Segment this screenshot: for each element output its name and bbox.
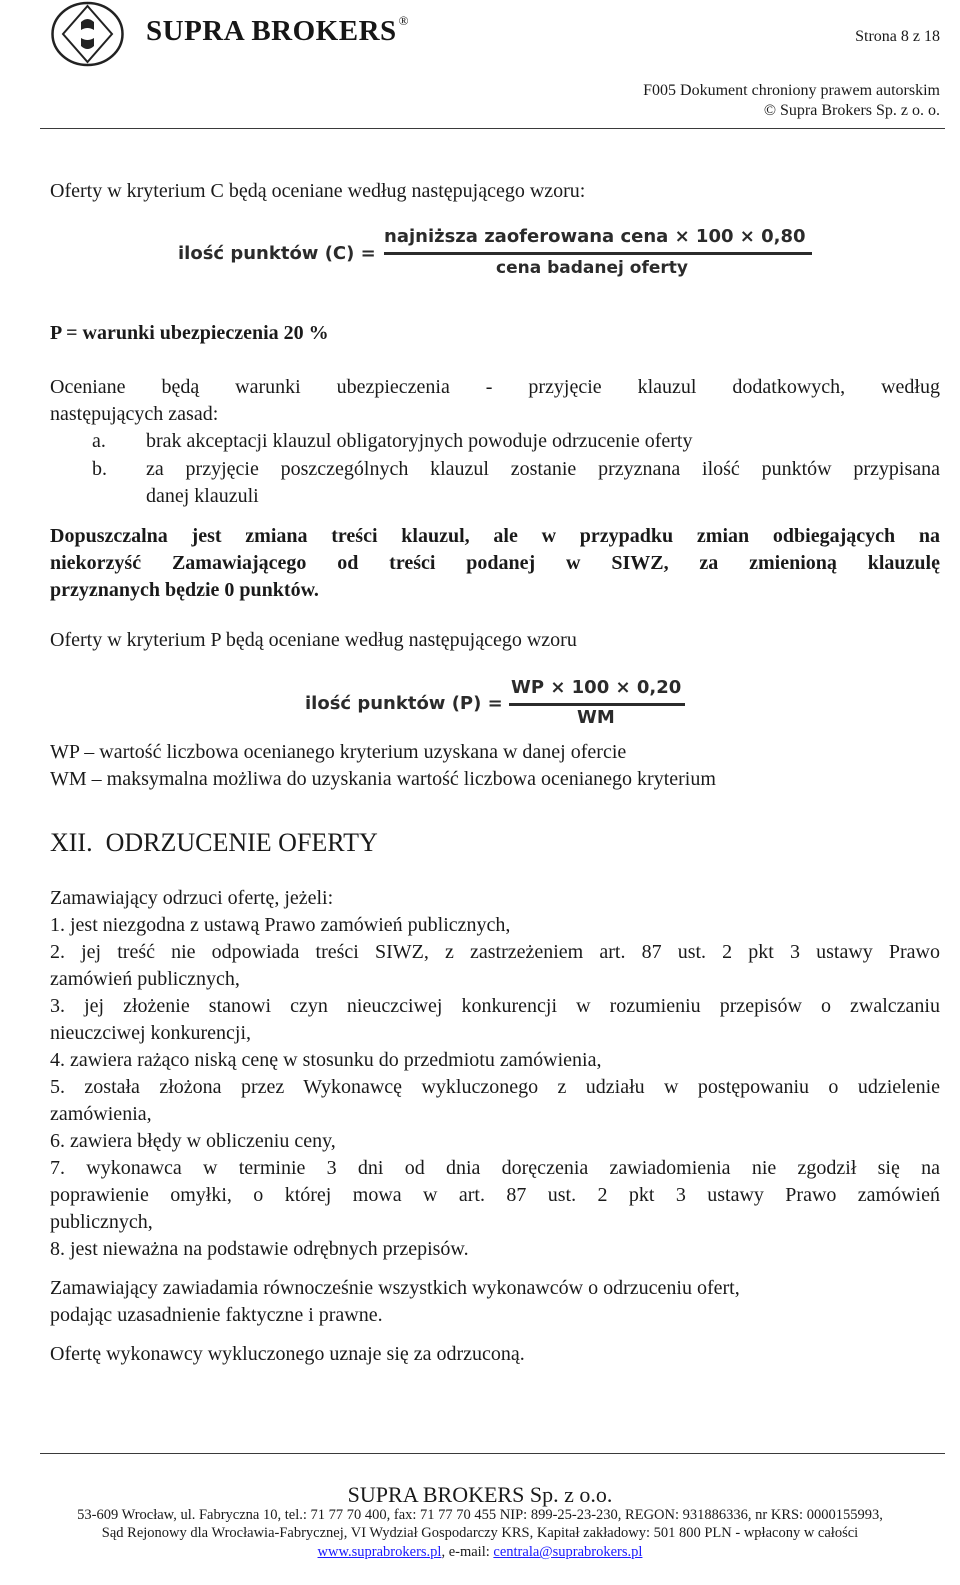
list-item: 1. jest niezgodna z ustawą Prawo zamówień publicznych, (50, 914, 511, 936)
footer-divider (40, 1453, 945, 1454)
formula-c-lhs: ilość punktów (C) = (178, 243, 376, 264)
formula-c-numerator: najniższa zaoferowana cena × 100 × 0,80 (384, 226, 806, 247)
list-item: 8. jest nieważna na podstawie odrębnych przepisów. (50, 1238, 469, 1260)
formula-p-numerator: WP × 100 × 0,20 (511, 677, 682, 698)
section-intro: Zamawiający odrzuci ofertę, jeżeli: (50, 887, 334, 909)
formula-p (305, 676, 695, 732)
rule-text: brak akceptacji klauzul obligatoryjnych powoduje odrzucenie oferty (146, 430, 693, 452)
list-item-continued: zamówień publicznych, (50, 968, 240, 990)
criterion-p-title: P = warunki ubezpieczenia 20 % (50, 322, 329, 344)
list-item-continued: zamówienia, (50, 1103, 152, 1125)
footer-contact (0, 1544, 960, 1561)
footer-company: SUPRA BROKERS Sp. z o.o. (347, 1482, 613, 1507)
formula-p-lhs: ilość punktów (P) = (305, 693, 503, 714)
section-title: ODRZUCENIE OFERTY (105, 828, 378, 857)
list-item-continued: poprawienie omyłki, o której mowa w art. 87 ust. 2 pkt 3 ustawy Prawo zamówień (50, 1184, 940, 1206)
bold-note-line2: niekorzyść Zamawiającego od treści podanej w SIWZ, za zmienioną klauzulę (50, 552, 940, 574)
closing-statement: Ofertę wykonawcy wykluczonego uznaje się za odrzuconą. (50, 1343, 525, 1365)
list-item: 6. zawiera błędy w obliczeniu ceny, (50, 1130, 336, 1152)
header-divider (40, 128, 945, 129)
rule-text-continued: danej klauzuli (146, 485, 259, 507)
section-heading (50, 828, 378, 858)
notice-line2: podając uzasadnienie faktyczne i prawne. (50, 1304, 383, 1326)
list-item: 3. jej złożenie stanowi czyn nieuczciwej konkurencji w rozumieniu przepisów o zwalczaniu (50, 995, 940, 1017)
criterion-p-desc-line1: Oceniane będą warunki ubezpieczenia - przyjęcie klauzul dodatkowych, według (50, 376, 940, 398)
document-id: F005 Dokument chroniony prawem autorskim (643, 82, 940, 99)
formula-p-denominator: WM (577, 707, 615, 728)
bold-note-line3: przyznanych będzie 0 punktów. (50, 579, 319, 601)
list-item: 5. została złożona przez Wykonawcę wykluczonego z udziału w postępowaniu o udzielenie (50, 1076, 940, 1098)
list-item: 7. wykonawca w terminie 3 dni od dnia doręczenia zawiadomienia nie zgodził się na (50, 1157, 940, 1179)
page-number: Strona 8 z 18 (855, 28, 940, 45)
email-link[interactable]: centrala@suprabrokers.pl (493, 1544, 643, 1560)
criterion-p-desc-line2: następujących zasad: (50, 403, 219, 425)
section-number: XII. (50, 828, 93, 857)
formula-p-fraction-bar (509, 703, 685, 706)
list-item-continued: publicznych, (50, 1211, 153, 1233)
bold-note-line1: Dopuszczalna jest zmiana treści klauzul, ale w przypadku zmian odbiegających na (50, 525, 940, 547)
copyright-notice: © Supra Brokers Sp. z o. o. (763, 102, 940, 119)
criterion-p-intro: Oferty w kryterium P będą oceniane według następującego wzoru (50, 629, 577, 651)
footer-address: 53-609 Wrocław, ul. Fabryczna 10, tel.: 71 77 70 400, fax: 71 77 70 455 NIP: 899-25-23-230, REGON: 931886336, nr KRS: 0000155993, (77, 1507, 883, 1523)
wm-definition: WM – maksymalna możliwa do uzyskania wartość liczbowa ocenianego kryterium (50, 768, 716, 790)
list-item: 2. jej treść nie odpowiada treści SIWZ, z zastrzeżeniem art. 87 ust. 2 pkt 3 ustawy Prawo (50, 941, 940, 963)
criterion-c-intro: Oferty w kryterium C będą oceniane według następującego wzoru: (50, 180, 586, 202)
brand-name: SUPRA BROKERS ® (146, 13, 410, 47)
rule-text: za przyjęcie poszczególnych klauzul zostanie przyznana ilość punktów przypisana (146, 458, 940, 480)
formula-c-denominator: cena badanej oferty (496, 258, 688, 278)
rule-marker: b. (92, 458, 107, 480)
rule-marker: a. (92, 430, 106, 452)
list-item-continued: nieuczciwej konkurencji, (50, 1022, 252, 1044)
email-label: , e-mail: (441, 1544, 494, 1560)
formula-c (178, 224, 818, 286)
supra-brokers-logo-icon (50, 0, 125, 68)
formula-c-fraction-bar (384, 252, 812, 255)
website-link[interactable]: www.suprabrokers.pl (317, 1544, 442, 1560)
footer-court: Sąd Rejonowy dla Wrocławia-Fabrycznej, VI Wydział Gospodarczy KRS, Kapitał zakładowy: 501 800 PLN - wpłacony w całości (101, 1525, 859, 1541)
list-item: 4. zawiera rażąco niską cenę w stosunku do przedmiotu zamówienia, (50, 1049, 602, 1071)
wp-definition: WP – wartość liczbowa ocenianego kryterium uzyskana w danej ofercie (50, 741, 627, 763)
notice-line1: Zamawiający zawiadamia równocześnie wszystkich wykonawców o odrzuceniu ofert, (50, 1277, 740, 1299)
